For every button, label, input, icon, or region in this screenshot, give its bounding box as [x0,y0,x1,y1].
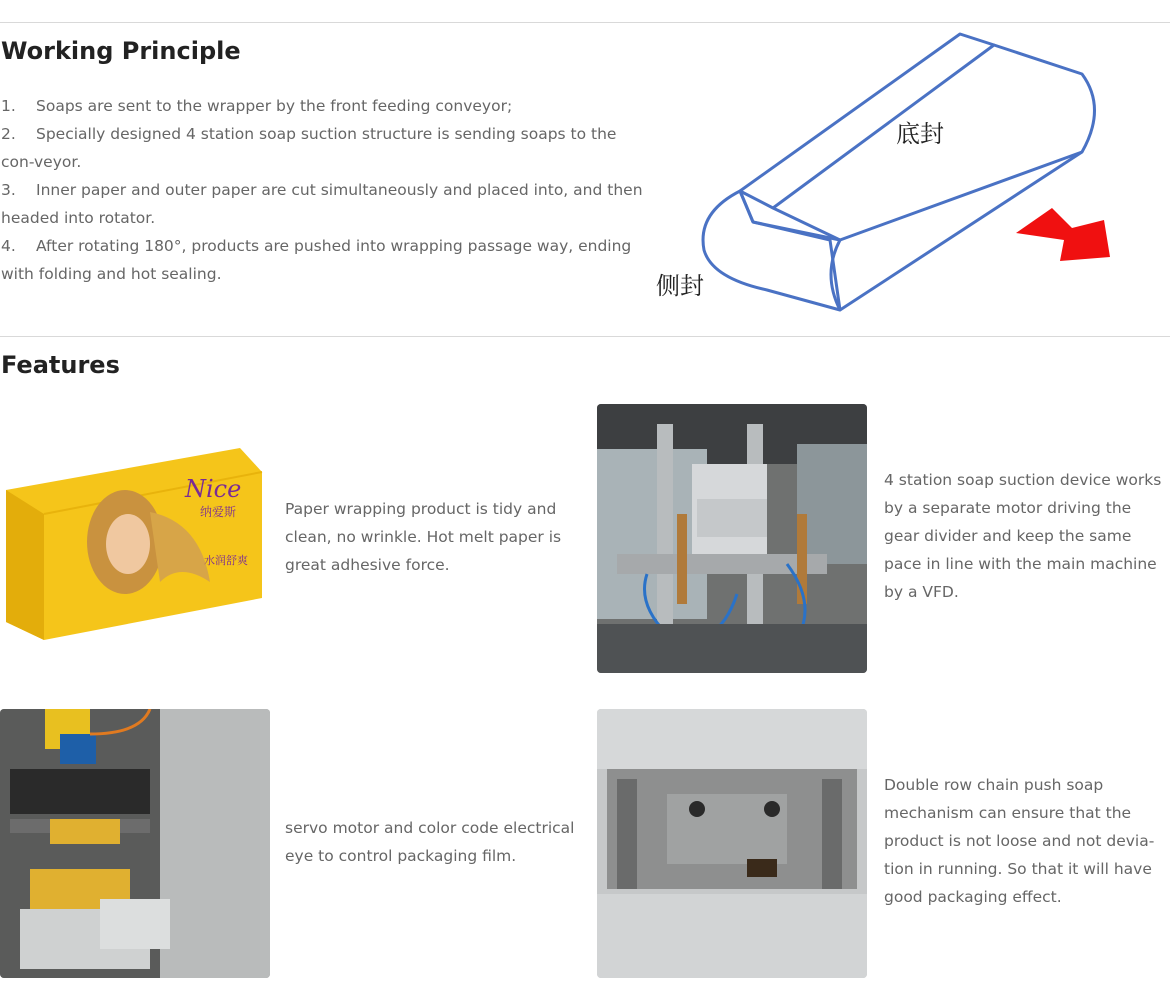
feature-text: Paper wrapping product is tidy and clean, no wrinkle. Hot melt paper is great adhesive force. [285,500,562,574]
top-divider [0,22,1170,23]
suction-device-photo [597,404,867,673]
principle-item: 3. Inner paper and outer paper are cut simultaneously and placed into, and then headed into rotator. [1,181,643,227]
servo-motor-photo [0,709,270,978]
direction-arrow-icon [1016,208,1110,261]
section-title-features: Features [1,351,120,379]
feature-text: servo motor and color code electrical eye to control packaging film. [285,819,575,865]
bottom-seal-label: 底封 [896,120,944,148]
wrapped-soap-photo [0,432,270,652]
principle-item: 4. After rotating 180°, products are pushed into wrapping passage way, ending with folding and hot sealing. [1,237,632,283]
chain-push-photo [597,709,867,978]
seal-diagram [652,28,1122,320]
principle-list [1,92,649,288]
section-title-working-principle: Working Principle [1,37,241,65]
middle-divider [0,336,1170,337]
brand-cn-text: 纳爱斯 [200,505,237,519]
soap-bar-outline [703,34,1094,310]
product-cn-text: 水润舒爽 [204,554,248,567]
feature-text: Double row chain push soap mechanism can ensure that the product is not loose and not devia-tion in running. So that it will have good packaging effect. [884,776,1155,906]
feature-text: 4 station soap suction device works by a separate motor driving the gear divider and keep the same pace in line with the main machine by a VFD. [884,471,1162,601]
principle-item: 2. Specially designed 4 station soap suction structure is sending soaps to the con-veyor. [1,125,617,171]
brand-logo-text: Nice [185,475,242,503]
side-seal-label: 侧封 [656,272,704,300]
principle-item: 1. Soaps are sent to the wrapper by the front feeding conveyor; [1,97,513,115]
